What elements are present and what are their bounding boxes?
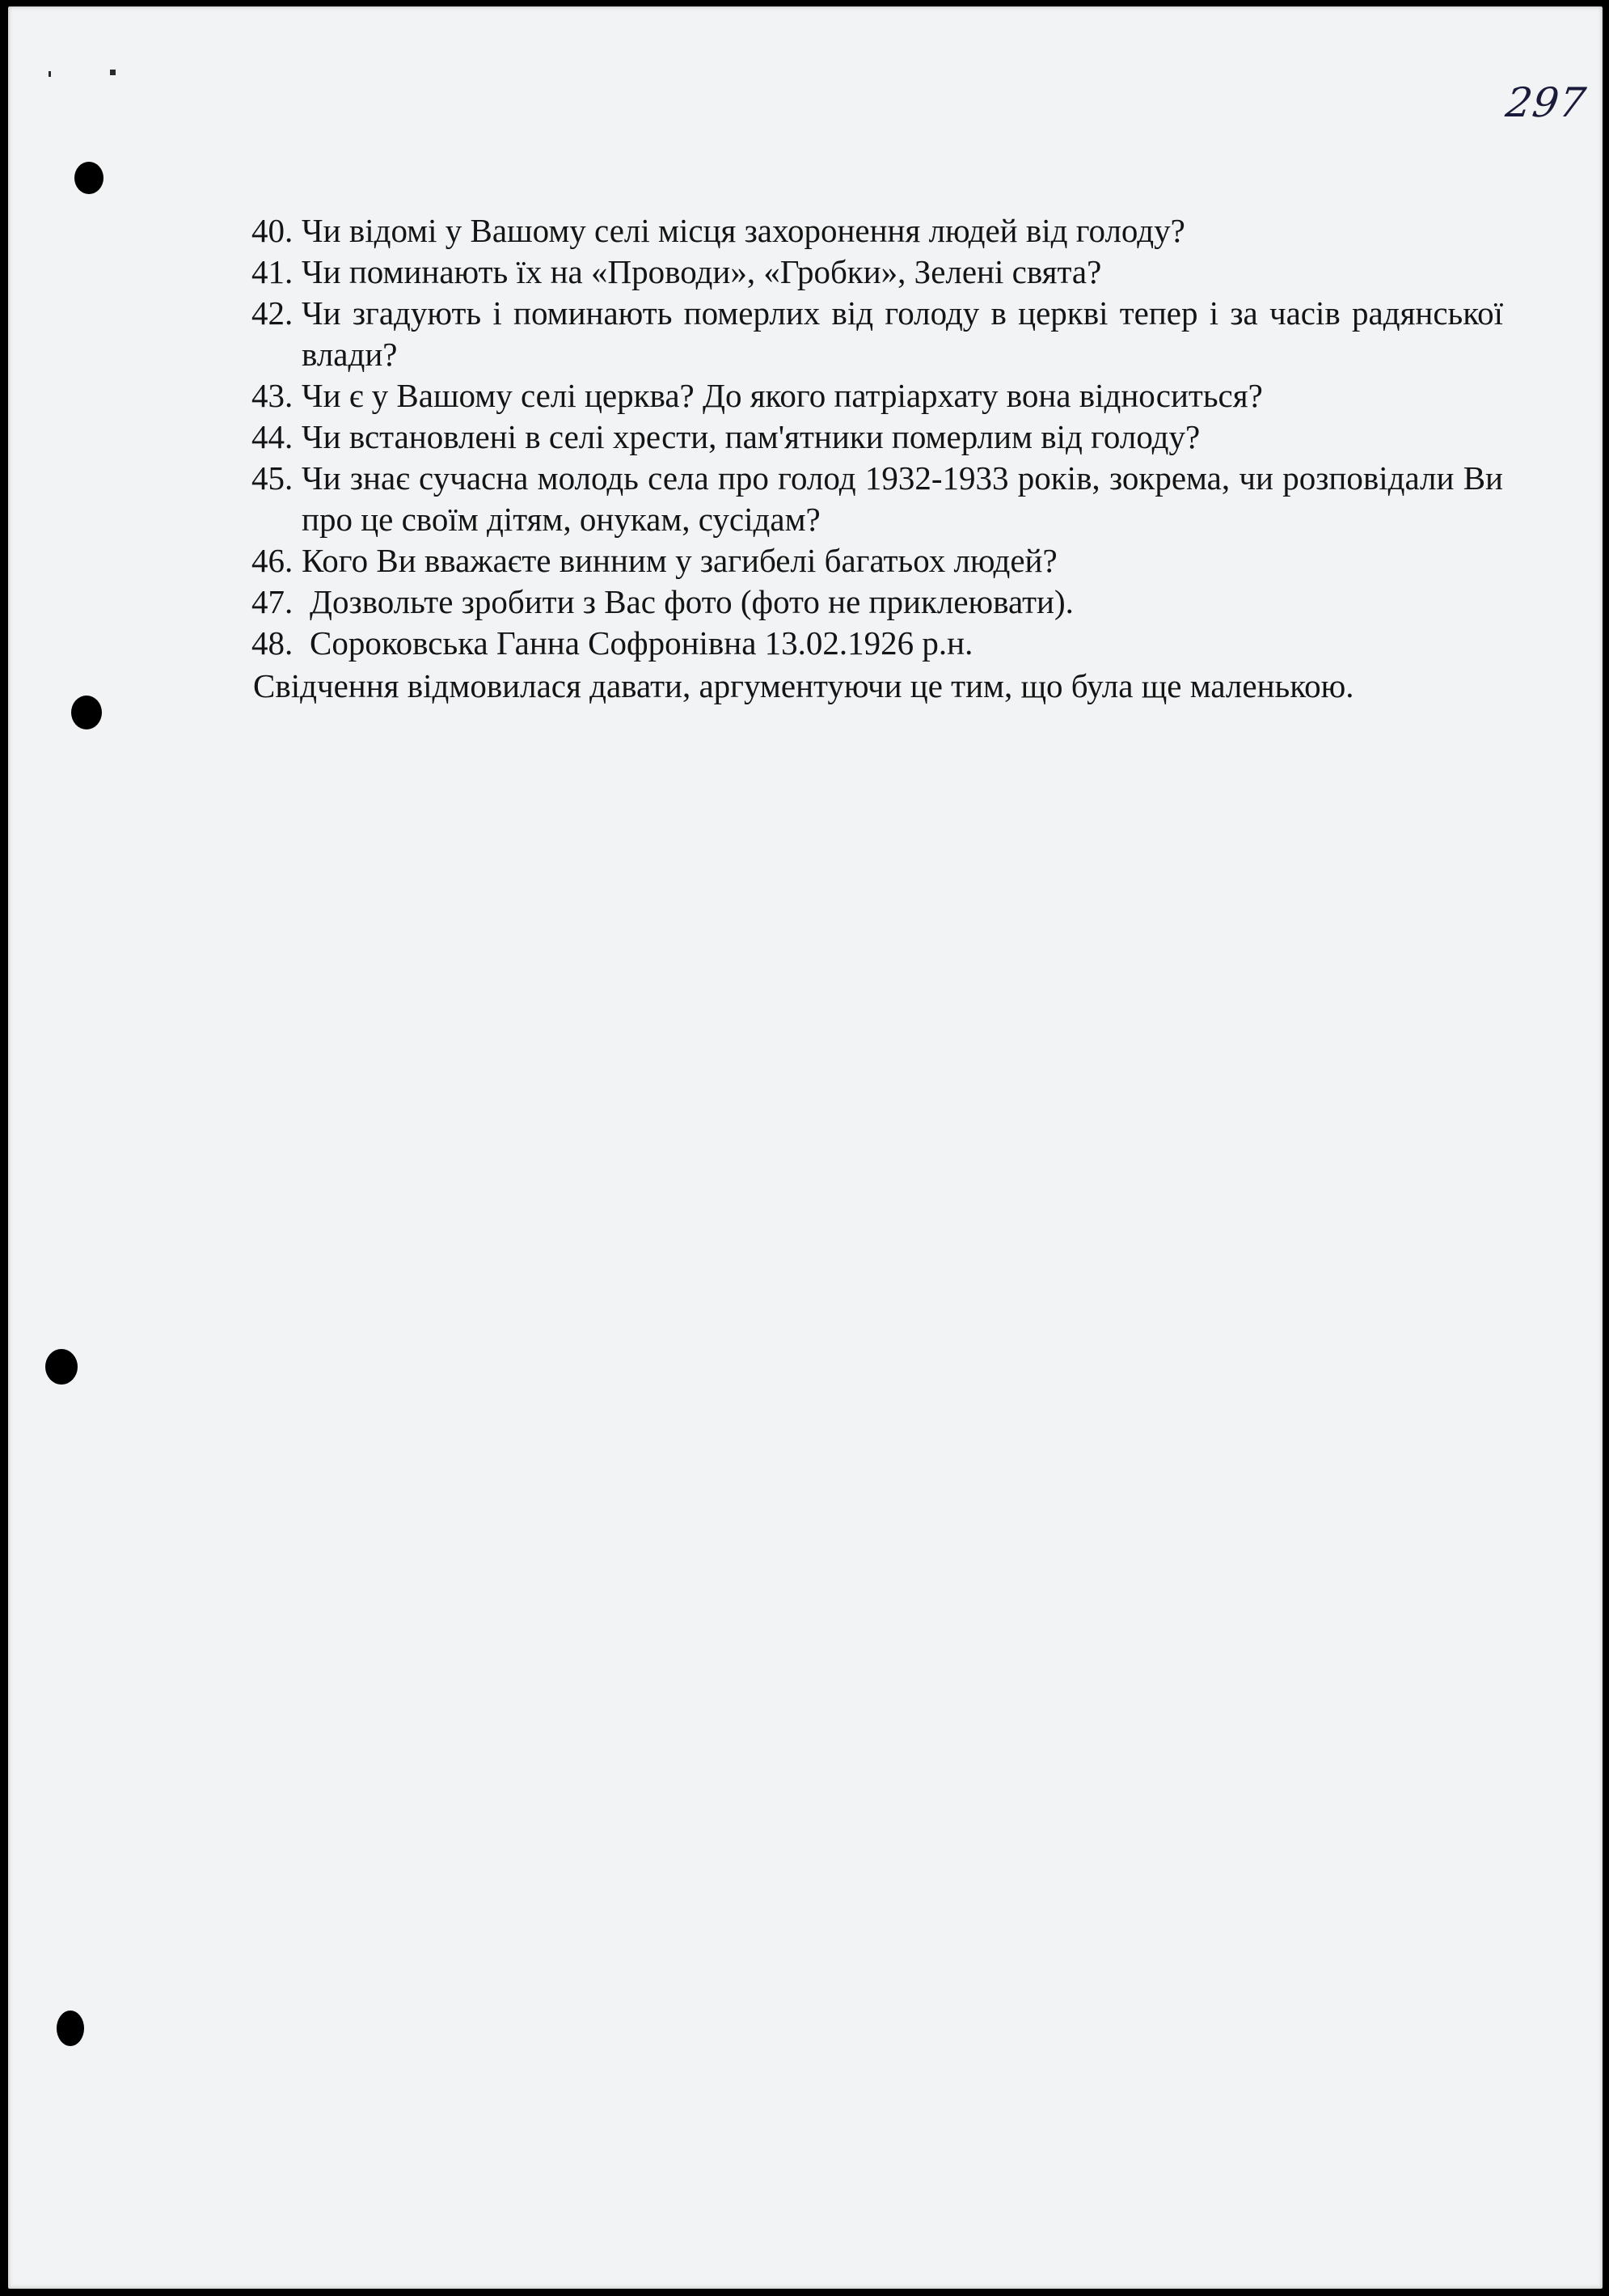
- question-text: Чи поминають їх на «Проводи», «Гробки», Зелені свята?: [302, 253, 1102, 290]
- question-number: 44.: [251, 418, 294, 455]
- margin-mark: [110, 70, 116, 75]
- document-page: [8, 6, 1603, 2289]
- question-item: [251, 252, 1503, 293]
- question-number: 46.: [251, 542, 294, 579]
- question-text: Чи є у Вашому селі церква? До якого патріархату вона відноситься?: [302, 377, 1263, 414]
- question-item: [251, 375, 1503, 416]
- question-item: [251, 210, 1503, 252]
- punch-hole-3: [45, 1349, 78, 1385]
- handwritten-page-number: 297: [1502, 79, 1590, 126]
- question-text: Дозвольте зробити з Вас фото (фото не приклеювати).: [310, 583, 1074, 620]
- question-number: 47.: [251, 583, 294, 620]
- question-number: 42.: [251, 294, 294, 332]
- testimony-note: Свідчення відмовилася давати, аргументуючи це тим, що була ще маленькою.: [253, 667, 1354, 704]
- question-number: 48.: [251, 624, 294, 662]
- punch-hole-1: [74, 162, 103, 194]
- question-text: Кого Ви вважаєте винним у загибелі багатьох людей?: [302, 542, 1058, 579]
- question-text: Чи встановлені в селі хрести, пам'ятники померлим від голоду?: [302, 418, 1201, 455]
- punch-hole-4: [57, 2011, 84, 2046]
- margin-mark: [49, 71, 51, 77]
- question-item: [251, 581, 1503, 623]
- question-item: [251, 540, 1503, 581]
- question-item: [251, 416, 1503, 458]
- question-text: Чи знає сучасна молодь села про голод 1932-1933 років, зокрема, чи розповідали Ви про це своїм дітям, онукам, сусідам?: [302, 459, 1503, 538]
- question-item: [251, 293, 1503, 375]
- question-text: Чи відомі у Вашому селі місця захоронення людей від голоду?: [302, 212, 1185, 249]
- question-text: Чи згадують і поминають померлих від голоду в церкві тепер і за часів радянської влади?: [302, 294, 1503, 373]
- document-body: [251, 210, 1503, 707]
- question-number: 40.: [251, 212, 294, 249]
- question-number: 41.: [251, 253, 294, 290]
- question-text: Сороковська Ганна Софронівна 13.02.1926 р.н.: [310, 624, 973, 662]
- question-item: [251, 623, 1503, 664]
- question-number: 45.: [251, 459, 294, 497]
- question-item: [251, 458, 1503, 540]
- punch-hole-2: [71, 696, 102, 729]
- question-number: 43.: [251, 377, 294, 414]
